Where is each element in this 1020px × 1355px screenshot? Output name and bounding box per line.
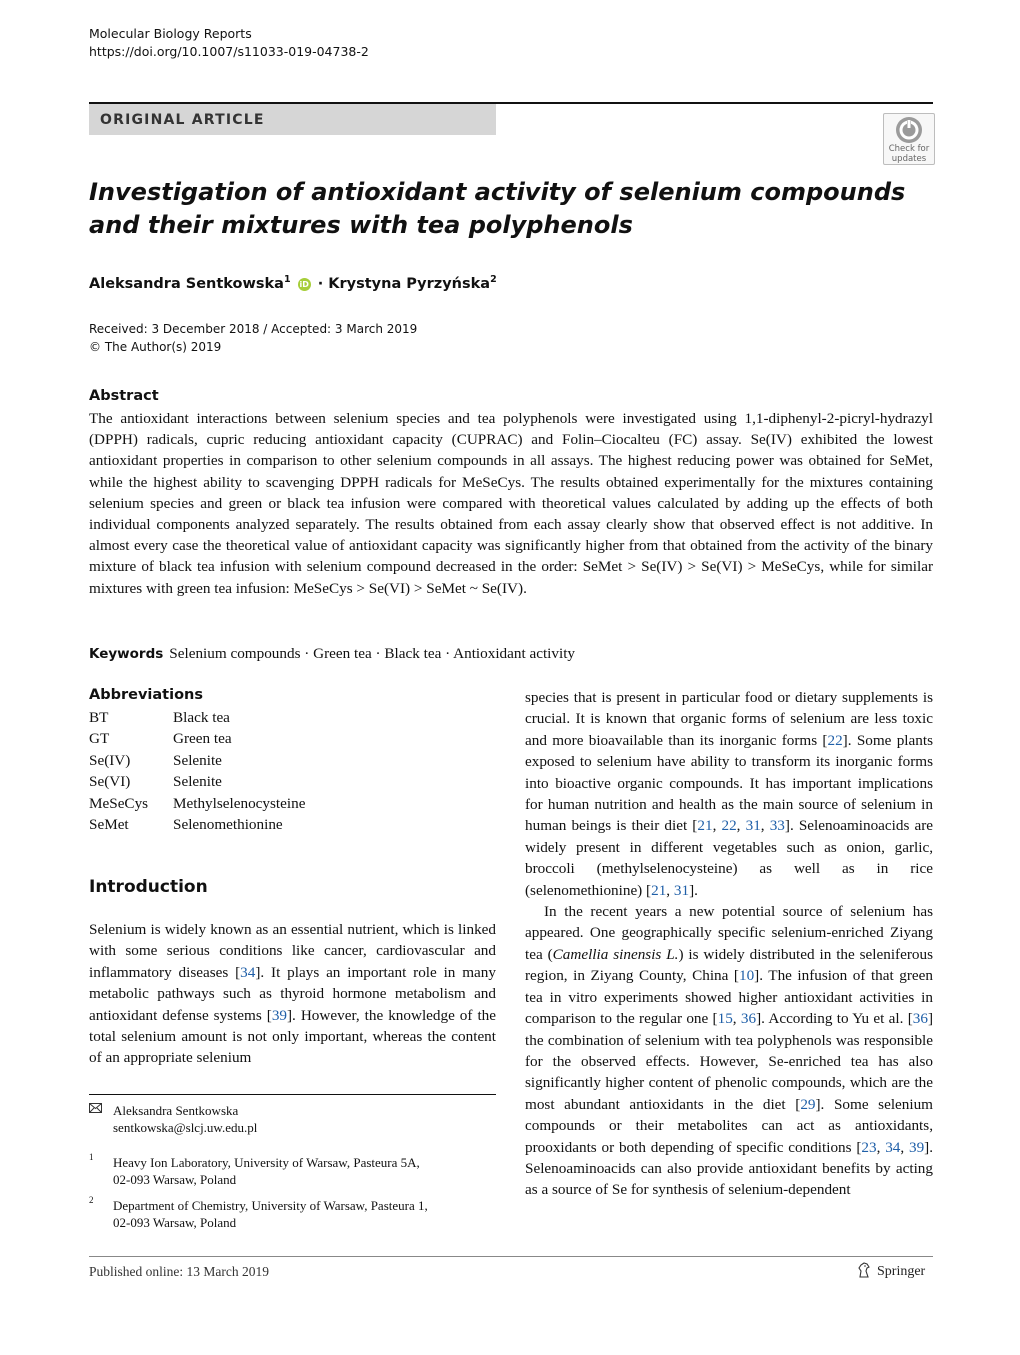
introduction-heading: Introduction (89, 877, 208, 897)
abbreviation-code: BT (89, 709, 109, 726)
abstract-heading: Abstract (89, 388, 159, 404)
citation-link[interactable]: 21 (697, 817, 713, 835)
paragraph: species that is present in particular food or dietary supplements is crucial. It is known that organic forms of selenium are less toxic and more bioavailable than its inorganic forms [22]. Some plants exposed to selenium have ability to transform its inorganic forms into bioactive organic compounds. It has important implications for human nutrition and health as the main source of selenium in human beings is their diet [21, 22, 31, 33]. Selenoaminoacids are widely present in different vegetables such as onion, garlic, broccoli (methylselenocysteine) as well as in rice (selenomethionine) [21, 31]. (525, 689, 934, 899)
abbreviation-definition: Selenite (173, 773, 222, 791)
species-name: Camellia sinensis L. (552, 945, 679, 963)
abbreviation-row (89, 771, 389, 792)
citation-link[interactable]: 21 (651, 881, 667, 899)
affiliation-text: Heavy Ion Laboratory, University of Warsaw, Pasteura 5A, (113, 1155, 420, 1170)
footnote-rule (89, 1094, 496, 1095)
text-run: In the recent years a new potential source of selenium has appeared. One geographically specific selenium-enriched Ziyang tea ( (525, 903, 933, 963)
citation-link[interactable]: 22 (827, 731, 843, 749)
text-run: ]. Some plants exposed to selenium have ability to transform its inorganic forms into bioactive organic compounds. It has important implications for human nutrition and health as the main source of selenium in human beings is their diet [ (525, 731, 933, 835)
abbreviation-row (89, 793, 389, 814)
text-run: ]. According to Yu et al. [ (756, 1010, 913, 1028)
author-separator: · (312, 275, 329, 292)
article-type-label: ORIGINAL ARTICLE (100, 112, 265, 128)
paragraph: In the recent years a new potential source of selenium has appeared. One geographically specific selenium-enriched Ziyang tea (Camellia sinensis L.) is widely distributed in the seleniferous region, in Ziyang County, China [10]. The infusion of that green tea in vitro experiments showed higher antioxidant activities in comparison to the regular one [15, 36]. According to Yu et al. [36] the combination of selenium with tea polyphenols was responsible for the observed effects. However, Se-enriched tea has also significantly higher content of phenolic compounds, which are the most abundant antioxidants in the diet [29]. Some selenium compounds or their metabolites can act as antioxidants, prooxidants or both depending of specific conditions [23, 34, 39]. Selenoaminoacids can also provide antioxidant benefits by acting as a source of Se for synthesis of selenium-dependent (525, 903, 934, 1199)
abbreviation-definition: Methylselenocysteine (173, 794, 306, 812)
abbreviation-definition: Green tea (173, 730, 232, 748)
author-list (89, 270, 497, 294)
text-run: Selenium is widely known as an essential nutrient, which is linked with some serious conditions like cancer, cardiovascular and inflammatory diseases [ (89, 921, 496, 981)
abbreviations-list (89, 707, 389, 835)
abbreviations-heading: Abbreviations (89, 687, 203, 703)
received-accepted-dates: Received: 3 December 2018 / Accepted: 3 March 2019 (89, 322, 418, 336)
publisher-name: Springer (877, 1264, 926, 1279)
publisher-logo (856, 1262, 925, 1280)
text-run: species that is present in particular food or dietary supplements is crucial. It is known that organic forms of selenium are less toxic and more bioavailable than its inorganic forms [ (525, 689, 933, 749)
citation-link[interactable]: 31 (673, 881, 690, 899)
article-title: Investigation of antioxidant activity of selenium compounds and their mixtures with tea polyphenols (89, 178, 906, 239)
abbreviation-code: MeSeCys (89, 794, 149, 812)
citation-link[interactable]: 22 (721, 817, 737, 835)
springer-horse-icon (856, 1262, 872, 1278)
article-type-banner (89, 104, 496, 135)
citation-link[interactable]: 33 (769, 817, 785, 835)
copyright-notice: © The Author(s) 2019 (89, 340, 222, 354)
check-updates-label: Check for (888, 144, 930, 154)
check-updates-label-2: updates (891, 154, 927, 164)
corresponding-author-name: Aleksandra Sentkowska (113, 1103, 239, 1118)
text-run: ) is widely distributed in the seleniferous region, in Ziyang County, China [ (525, 945, 934, 985)
introduction-paragraph (89, 919, 496, 1069)
text-run: ]. The infusion of that green tea in vitro experiments showed higher antioxidant activities in comparison to the regular one [ (525, 967, 933, 1028)
keywords-label: Keywords (89, 646, 164, 662)
citation-link[interactable]: 34 (885, 1138, 901, 1156)
affiliation-text: 02-093 Warsaw, Poland (113, 1215, 237, 1230)
text-run: ]. However, the knowledge of the total selenium amount is not only important, whereas the content of an appropriate selenium (89, 1006, 496, 1067)
footer-rule (89, 1256, 933, 1257)
abbreviation-code: Se(IV) (89, 751, 131, 769)
doi-link[interactable]: https://doi.org/10.1007/s11033-019-04738-2 (89, 44, 369, 59)
envelope-icon (89, 1102, 102, 1117)
abbreviation-code: SeMet (89, 815, 129, 833)
footnote-number: 1 (89, 1152, 94, 1162)
citation-link[interactable]: 39 (908, 1138, 925, 1156)
citation-link[interactable]: 36 (740, 1010, 757, 1028)
abbreviation-definition: Selenomethionine (173, 815, 283, 833)
affiliation-text: Department of Chemistry, University of Warsaw, Pasteura 1, (113, 1198, 428, 1213)
footnote-number: 2 (89, 1195, 94, 1205)
affiliation-marker: 2 (490, 274, 497, 285)
abbreviation-row (89, 814, 389, 835)
right-column-text (525, 687, 933, 1201)
citation-link[interactable]: 10 (738, 967, 755, 985)
citation-link[interactable]: 15 (717, 1010, 733, 1028)
abbreviation-definition: Selenite (173, 751, 222, 769)
abstract-text: The antioxidant interactions between selenium species and tea polyphenols were investigated using 1,1-diphenyl-2-picryl-hydrazyl (DPPH) radicals, cupric reducing antioxidant capacity (CUPRAC) and Folin–Ciocalteu (FC) assay. Se(IV) exhibited the lowest antioxidant properties in comparison to other selenium compounds in all assays. The highest reducing power was obtained for SeMet, while the highest ability to scavenging DPPH radicals for MeSeCys. The results obtained experimentally for the mixtures containing selenium species and green or black tea infusion were compared with theoretical values calculated by adding up the effects of both individual components analyzed separately. The results obtained from each assay clearly show that observed effect is not additive. In almost every case the theoretical value of antioxidant capacity was significantly higher from that obtained from the activity of the binary mixture of black tea infusion with selenium compound decreased in the order: SeMet > Se(IV) > Se(VI) > MeSeCys, while for similar mixtures with green tea infusion: MeSeCys > Se(VI) > SeMet ~ Se(IV). (89, 410, 933, 597)
abbreviation-row (89, 750, 389, 771)
text-run: ]. It plays an important role in many metabolic pathways such as thyroid hormone metabolism and antioxidant defense systems [ (89, 963, 496, 1024)
abbreviation-definition: Black tea (173, 709, 230, 726)
text-run: ]. Some selenium compounds or their metabolites can act as antioxidants, prooxidants or both depending of specific conditions [ (525, 1095, 933, 1156)
citation-link[interactable]: 31 (745, 817, 761, 835)
author-name[interactable]: Krystyna Pyrzyńska (328, 275, 491, 292)
published-date: Published online: 13 March 2019 (89, 1264, 269, 1279)
citation-link[interactable]: 23 (861, 1138, 877, 1156)
abbreviation-row (89, 707, 389, 728)
abbreviation-code: Se(VI) (89, 773, 131, 791)
text-run: ] the combination of selenium with tea polyphenols was responsible for the observed effects. However, Se-enriched tea has also significantly higher content of phenolic compounds, which are the most abundant antioxidants in the diet [ (525, 1010, 933, 1113)
author-name[interactable]: Aleksandra Sentkowska (89, 275, 284, 292)
keywords (89, 644, 575, 664)
text-run: ]. Selenoaminoacids are widely present in different vegetables such as onion, garlic, broccoli (methylselenocysteine) as well as in rice (selenomethionine) [ (525, 817, 934, 899)
check-for-updates-button[interactable] (883, 113, 935, 165)
affiliation-text: 02-093 Warsaw, Poland (113, 1172, 237, 1187)
orcid-icon[interactable]: iD (299, 279, 309, 289)
text-run: ]. Selenoaminoacids can also provide antioxidant benefits by acting as a source of Se for synthesis of selenium-dependent (525, 1138, 934, 1199)
keywords-list: Selenium compounds · Green tea · Black tea · Antioxidant activity (169, 645, 576, 662)
abbreviation-code: GT (89, 730, 110, 748)
affiliation-marker: 1 (283, 274, 291, 285)
citation-link[interactable]: 36 (912, 1010, 928, 1028)
corresponding-author-email[interactable]: sentkowska@slcj.uw.edu.pl (113, 1120, 258, 1135)
citation-link[interactable]: 39 (271, 1006, 287, 1024)
check-updates-icon (896, 117, 922, 143)
citation-link[interactable]: 34 (240, 963, 256, 981)
abbreviation-row (89, 728, 389, 749)
citation-link[interactable]: 29 (800, 1095, 816, 1113)
text-run: ]. (689, 881, 698, 899)
journal-name: Molecular Biology Reports (89, 26, 252, 41)
